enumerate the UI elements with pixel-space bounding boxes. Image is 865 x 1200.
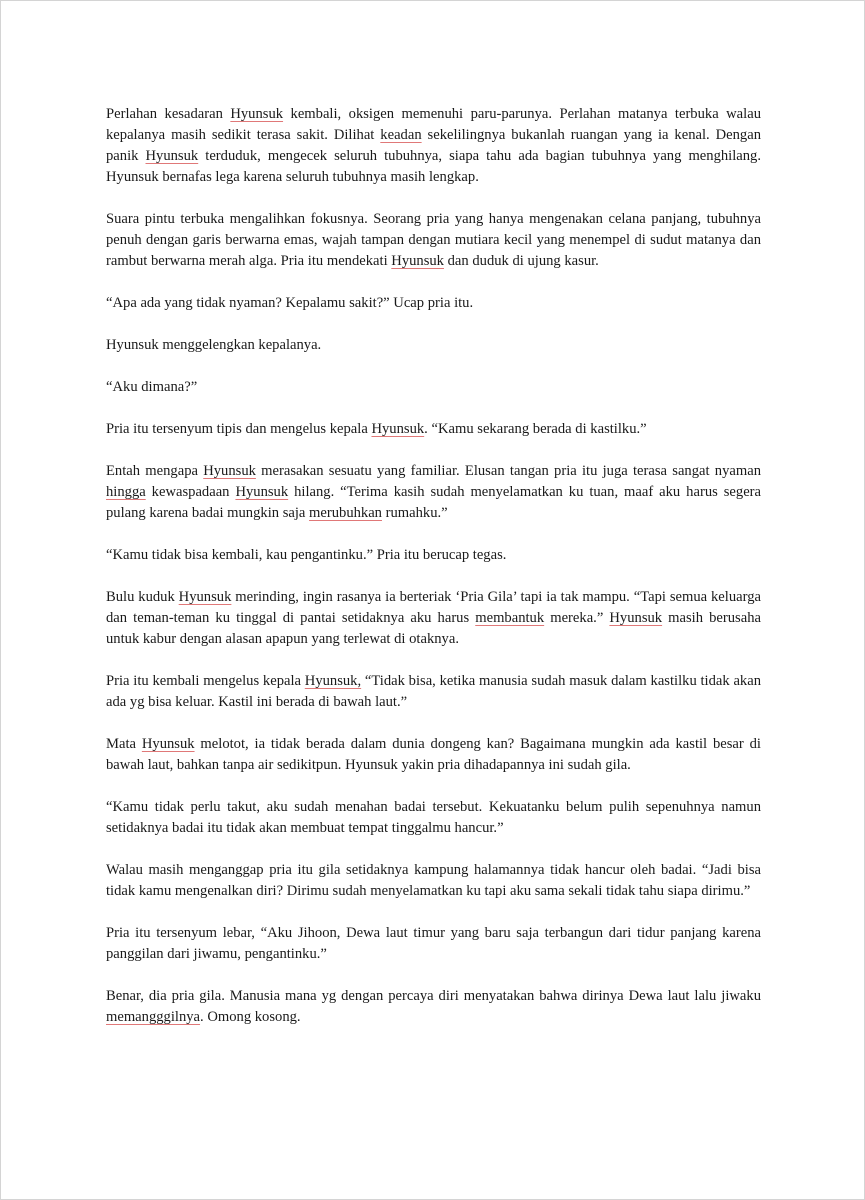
spellcheck-word: Hyunsuk: [141, 736, 195, 752]
paragraph: [106, 293, 761, 314]
text-run: dan duduk di ujung kasur.: [443, 253, 599, 269]
text-run: “Tidak bisa, ketika manusia sudah masuk dalam kastilku tidak akan ada yg bisa keluar. Kastil ini berada di bawah laut.”: [106, 673, 762, 710]
text-run: sekelilingnya bukanlah ruangan yang ia kenal. Dengan panik: [106, 127, 761, 164]
document-body: [106, 104, 761, 1049]
paragraph: [106, 461, 761, 524]
text-run: mereka.”: [544, 610, 610, 626]
text-run: Bulu kuduk: [106, 589, 179, 605]
text-run: . Omong kosong.: [200, 1009, 301, 1025]
paragraph: [106, 734, 761, 776]
text-run: masih berusaha untuk kabur dengan alasan apapun yang terlewat di otaknya.: [106, 610, 761, 647]
paragraph: [106, 104, 761, 188]
text-run: Pria itu tersenyum tipis dan mengelus kepala: [106, 421, 372, 437]
spellcheck-word: Hyunsuk: [178, 589, 232, 605]
spellcheck-word: membantuk: [475, 610, 545, 626]
paragraph: [106, 797, 761, 839]
text-run: “Apa ada yang tidak nyaman? Kepalamu sakit?” Ucap pria itu.: [106, 295, 474, 311]
spellcheck-word: merubuhkan: [309, 505, 382, 521]
paragraph: [106, 209, 761, 272]
text-run: “Kamu tidak perlu takut, aku sudah menahan badai tersebut. Kekuatanku belum pulih sepenuhnya namun setidaknya badai itu tidak akan membuat tempat tinggalmu hancur.”: [106, 799, 761, 836]
spellcheck-word: Hyunsuk,: [304, 673, 362, 689]
spellcheck-word: Hyunsuk: [203, 463, 256, 479]
text-run: Hyunsuk menggelengkan kepalanya.: [106, 337, 322, 353]
text-run: Perlahan kesadaran: [106, 106, 231, 122]
spellcheck-word: Hyunsuk: [391, 253, 444, 269]
spellcheck-word: hingga: [106, 484, 146, 500]
paragraph: [106, 419, 761, 440]
text-run: melotot, ia tidak berada dalam dunia dongeng kan? Bagaimana mungkin ada kastil besar di bawah laut, bahkan tanpa air sedikitpun. Hyunsuk yakin pria dihadapannya ini sudah gila.: [106, 736, 761, 773]
spellcheck-word: Hyunsuk: [235, 484, 289, 500]
text-run: Pria itu tersenyum lebar, “Aku Jihoon, Dewa laut timur yang baru saja terbangun dari tidur panjang karena panggilan dari jiwamu, pengantinku.”: [106, 925, 761, 962]
spellcheck-word: Hyunsuk: [609, 610, 663, 626]
text-run: Benar, dia pria gila. Manusia mana yg dengan percaya diri menyatakan bahwa dirinya Dewa laut lalu jiwaku: [106, 988, 761, 1004]
spellcheck-word: Hyunsuk: [230, 106, 284, 122]
spellcheck-word: Hyunsuk: [145, 148, 199, 164]
paragraph: [106, 671, 761, 713]
text-run: merasakan sesuatu yang familiar. Elusan tangan pria itu juga terasa sangat nyaman: [255, 463, 761, 479]
paragraph: [106, 986, 761, 1028]
text-run: terduduk, mengecek seluruh tubuhnya, siapa tahu ada bagian tubuhnya yang menghilang. Hyunsuk bernafas lega karena seluruh tubuhnya masih lengkap.: [106, 148, 761, 185]
text-run: . “Kamu sekarang berada di kastilku.”: [424, 421, 647, 437]
text-run: kembali, oksigen memenuhi paru-parunya. Perlahan matanya terbuka walau kepalanya masih sedikit terasa sakit. Dilihat: [106, 106, 761, 143]
text-run: merinding, ingin rasanya ia berteriak ‘Pria Gila’ tapi ia tak mampu. “Tapi semua keluarga dan teman-teman ku tinggal di pantai setidaknya aku harus: [106, 589, 761, 626]
paragraph: [106, 335, 761, 356]
text-run: Suara pintu terbuka mengalihkan fokusnya. Seorang pria yang hanya mengenakan celana panjang, tubuhnya penuh dengan garis berwarna emas, wajah tampan dengan mutiara kecil yang menempel di sudut matanya dan rambut berwarna merah alga. Pria itu mendekati: [106, 211, 761, 269]
text-run: Walau masih menganggap pria itu gila setidaknya kampung halamannya tidak hancur oleh badai. “Jadi bisa tidak kamu mengenalkan diri? Dirimu sudah menyelamatkan ku tapi aku sama sekali tidak tahu siapa dirimu.”: [106, 862, 761, 899]
paragraph: [106, 860, 761, 902]
spellcheck-word: Hyunsuk: [371, 421, 425, 437]
text-run: Entah mengapa: [106, 463, 204, 479]
paragraph: [106, 587, 761, 650]
text-run: Pria itu kembali mengelus kepala: [106, 673, 305, 689]
paragraph: [106, 545, 761, 566]
text-run: hilang. “Terima kasih sudah menyelamatkan ku tuan, maaf aku harus segera pulang karena badai mungkin saja: [106, 484, 762, 521]
spellcheck-word: keadan: [380, 127, 422, 143]
spellcheck-word: memangggilnya: [106, 1009, 201, 1025]
text-run: Mata: [106, 736, 142, 752]
text-run: kewaspadaan: [145, 484, 236, 500]
paragraph: [106, 923, 761, 965]
text-run: “Kamu tidak bisa kembali, kau pengantinku.” Pria itu berucap tegas.: [106, 547, 507, 563]
text-run: rumahku.”: [381, 505, 448, 521]
paragraph: [106, 377, 761, 398]
text-run: “Aku dimana?”: [106, 379, 198, 395]
